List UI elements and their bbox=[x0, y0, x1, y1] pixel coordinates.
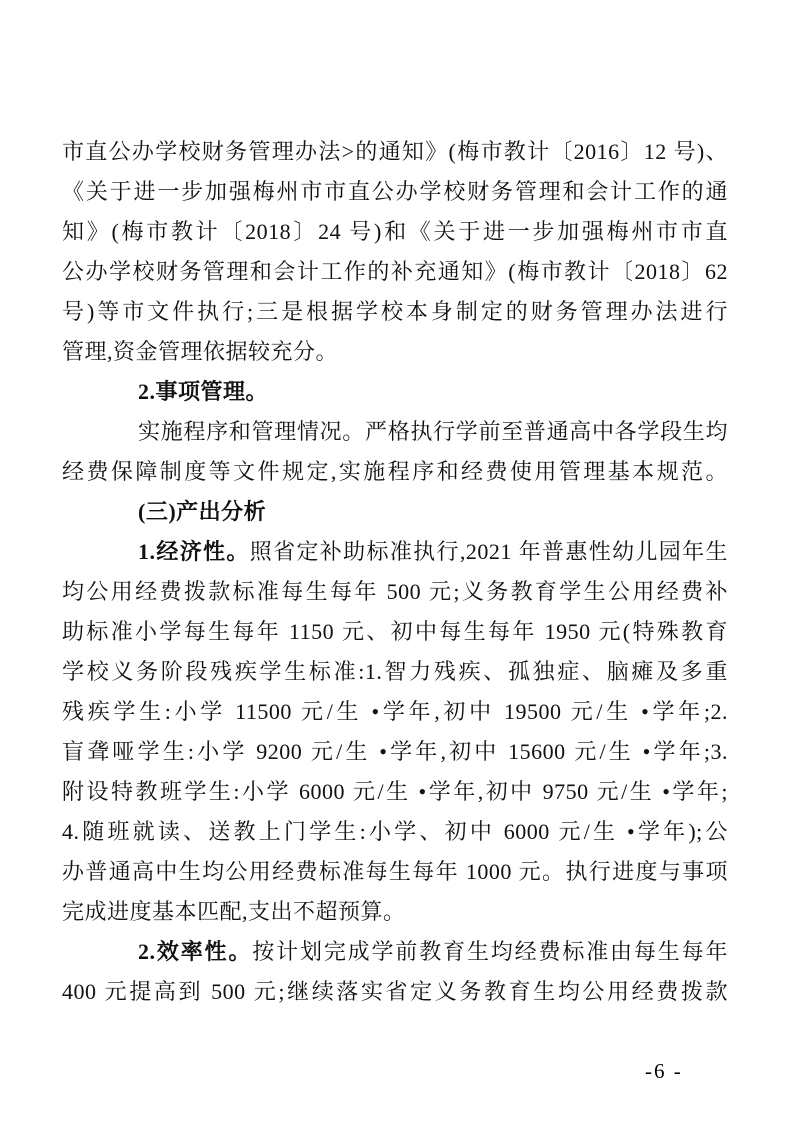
text-line bbox=[62, 892, 728, 932]
text-run: 照省定补助标准执行,2021 年普惠性幼儿园年生 bbox=[249, 539, 728, 564]
text-run: 助标准小学每生每年 1150 元、初中每生每年 1950 元(特殊教育 bbox=[62, 619, 728, 644]
text-line bbox=[62, 812, 728, 852]
text-run: 学校义务阶段残疾学生标准:1.智力残疾、孤独症、脑瘫及多重 bbox=[62, 659, 728, 684]
text-run: 办普通高中生均公用经费标准每生每年 1000 元。执行进度与事项 bbox=[62, 859, 728, 884]
text-run: 经费保障制度等文件规定,实施程序和经费使用管理基本规范。 bbox=[62, 459, 728, 484]
text-run: 管理,资金管理依据较充分。 bbox=[62, 339, 339, 364]
text-run: 市直公办学校财务管理办法>的通知》(梅市教计〔2016〕12 号)、 bbox=[62, 139, 728, 164]
text-line bbox=[62, 852, 728, 892]
text-line bbox=[62, 452, 728, 492]
text-run: 实施程序和管理情况。严格执行学前至普通高中各学段生均 bbox=[138, 419, 728, 444]
text-line bbox=[62, 492, 728, 532]
text-line bbox=[62, 132, 728, 172]
text-run: 均公用经费拨款标准每生每年 500 元;义务教育学生公用经费补 bbox=[62, 579, 728, 604]
text-line bbox=[62, 572, 728, 612]
text-line bbox=[62, 532, 728, 572]
text-run: 《关于进一步加强梅州市市直公办学校财务管理和会计工作的通 bbox=[62, 179, 728, 204]
page-number: -6 - bbox=[645, 1059, 683, 1083]
text-line bbox=[62, 772, 728, 812]
document-text-block bbox=[62, 132, 728, 1012]
bold-text-run: 2.效率性。 bbox=[138, 939, 253, 964]
text-line bbox=[62, 932, 728, 972]
text-line bbox=[62, 372, 728, 412]
text-run: 知》(梅市教计〔2018〕24 号)和《关于进一步加强梅州市市直 bbox=[62, 219, 728, 244]
text-run: 残疾学生:小学 11500 元/生 •学年,初中 19500 元/生 •学年;2. bbox=[62, 699, 728, 724]
text-line bbox=[62, 972, 728, 1012]
text-line bbox=[62, 692, 728, 732]
text-line bbox=[62, 412, 728, 452]
text-line bbox=[62, 612, 728, 652]
bold-text-run: 2.事项管理。 bbox=[138, 379, 269, 404]
text-line bbox=[62, 652, 728, 692]
text-line bbox=[62, 292, 728, 332]
text-run: 号)等市文件执行;三是根据学校本身制定的财务管理办法进行 bbox=[62, 299, 728, 324]
text-line bbox=[62, 732, 728, 772]
text-run: 公办学校财务管理和会计工作的补充通知》(梅市教计〔2018〕62 bbox=[62, 259, 728, 284]
text-run: 附设特教班学生:小学 6000 元/生 •学年,初中 9750 元/生 •学年; bbox=[62, 779, 728, 804]
bold-text-run: 1.经济性。 bbox=[138, 539, 250, 564]
text-line bbox=[62, 212, 728, 252]
text-line bbox=[62, 332, 728, 372]
text-run: 按计划完成学前教育生均经费标准由每生每年 bbox=[252, 939, 728, 964]
text-run: 完成进度基本匹配,支出不超预算。 bbox=[62, 899, 406, 924]
text-line bbox=[62, 252, 728, 292]
text-run: 4.随班就读、送教上门学生:小学、初中 6000 元/生 •学年);公 bbox=[62, 819, 728, 844]
text-run: 400 元提高到 500 元;继续落实省定义务教育生均公用经费拨款 bbox=[62, 979, 728, 1004]
text-line bbox=[62, 172, 728, 212]
text-run: 盲聋哑学生:小学 9200 元/生 •学年,初中 15600 元/生 •学年;3. bbox=[62, 739, 728, 764]
bold-text-run: (三)产出分析 bbox=[138, 499, 267, 524]
